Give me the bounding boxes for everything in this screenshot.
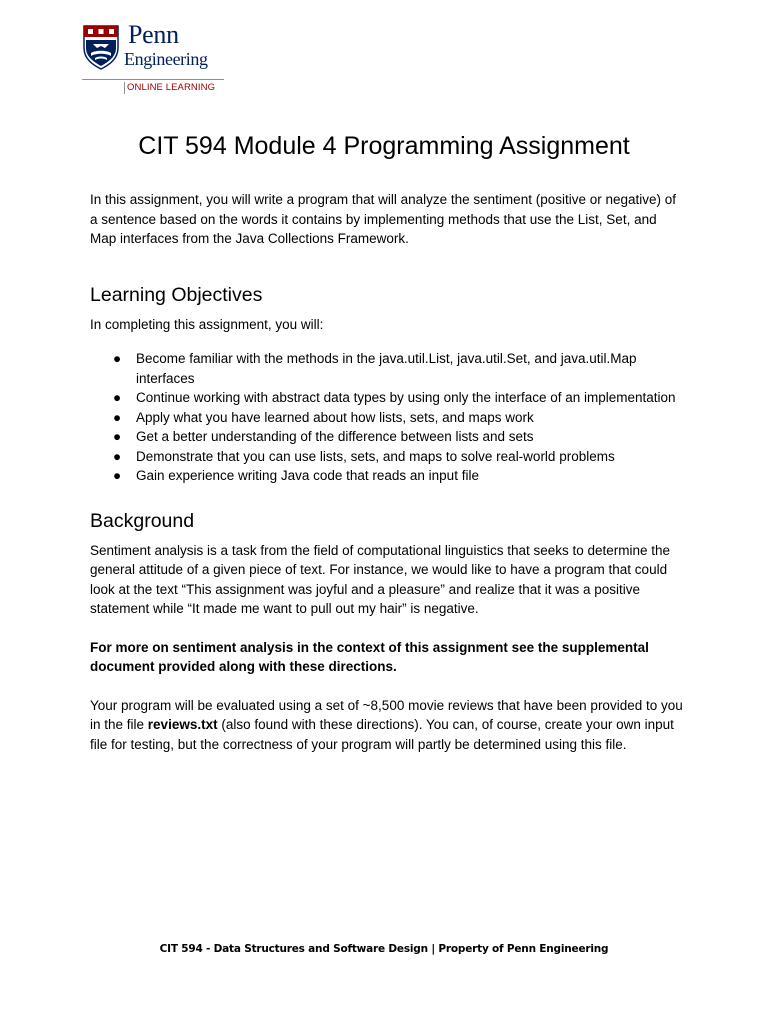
list-item-text: Continue working with abstract data types by using only the interface of an implementation	[136, 390, 676, 405]
list-item-text: Demonstrate that you can use lists, sets, and maps to solve real-world problems	[136, 448, 615, 464]
list-item-text: Apply what you have learned about how lists, sets, and maps work	[136, 409, 534, 425]
supplemental-note: For more on sentiment analysis in the context of this assignment see the supplemental document provided along with these directions.	[90, 639, 649, 674]
bullet-icon: ●	[113, 468, 122, 483]
evaluation-text-start: Your program will be evaluated using a set of ~8,500 movie reviews that have been provided to you in the file	[90, 697, 683, 732]
logo-wordmark-penn: Penn	[128, 20, 179, 49]
bullet-icon: ●	[113, 429, 122, 444]
objectives-lead: In completing this assignment, you will:	[90, 316, 324, 332]
reviews-filename: reviews.txt	[147, 717, 218, 732]
list-item	[90, 466, 685, 486]
list-item	[90, 349, 685, 388]
penn-shield-icon	[82, 24, 120, 70]
intro-paragraph: In this assignment, you will write a program that will analyze the sentiment (positive or negative) of a sentence based on the words it contains by implementing methods that use the List, Set, and Map interfaces from the Java Collections Framework.	[90, 192, 677, 246]
logo-divider	[82, 79, 224, 80]
logo-wordmark-engineering: Engineering	[124, 49, 208, 69]
evaluation-text-end: (also found with these directions). You can, of course, create your own input file for testing, but the correctness of your program will partly be determined using this file.	[90, 717, 674, 752]
document-title: CIT 594 Module 4 Programming Assignment	[138, 132, 630, 160]
list-item-text: Gain experience writing Java code that reads an input file	[136, 468, 479, 483]
list-item-text: Get a better understanding of the difference between lists and sets	[136, 429, 534, 444]
penn-engineering-logo	[82, 20, 224, 94]
list-item	[90, 447, 685, 467]
bullet-icon: ●	[113, 351, 122, 366]
evaluation-paragraph	[90, 696, 685, 755]
bullet-icon: ●	[113, 448, 122, 464]
page-footer: CIT 594 - Data Structures and Software Design | Property of Penn Engineering	[159, 943, 609, 955]
bullet-icon: ●	[113, 409, 122, 425]
background-heading: Background	[90, 509, 195, 532]
objectives-list	[90, 349, 685, 486]
document-body	[90, 190, 685, 754]
learning-objectives-heading: Learning Objectives	[90, 283, 263, 306]
list-item	[90, 388, 685, 408]
bullet-icon: ●	[113, 390, 122, 405]
logo-subtitle: ONLINE LEARNING	[124, 82, 215, 94]
list-item	[90, 427, 685, 447]
list-item-text: Become familiar with the methods in the java.util.List, java.util.Set, and java.util.Map interfaces	[136, 351, 637, 386]
list-item	[90, 408, 685, 428]
background-paragraph: Sentiment analysis is a task from the field of computational linguistics that seeks to determine the general attitude of a given piece of text. For instance, we would like to have a program that could look at the text “This assignment was joyful and a pleasure” and realize that it was a positive statement while “It made me want to pull out my hair” is negative.	[90, 542, 671, 616]
